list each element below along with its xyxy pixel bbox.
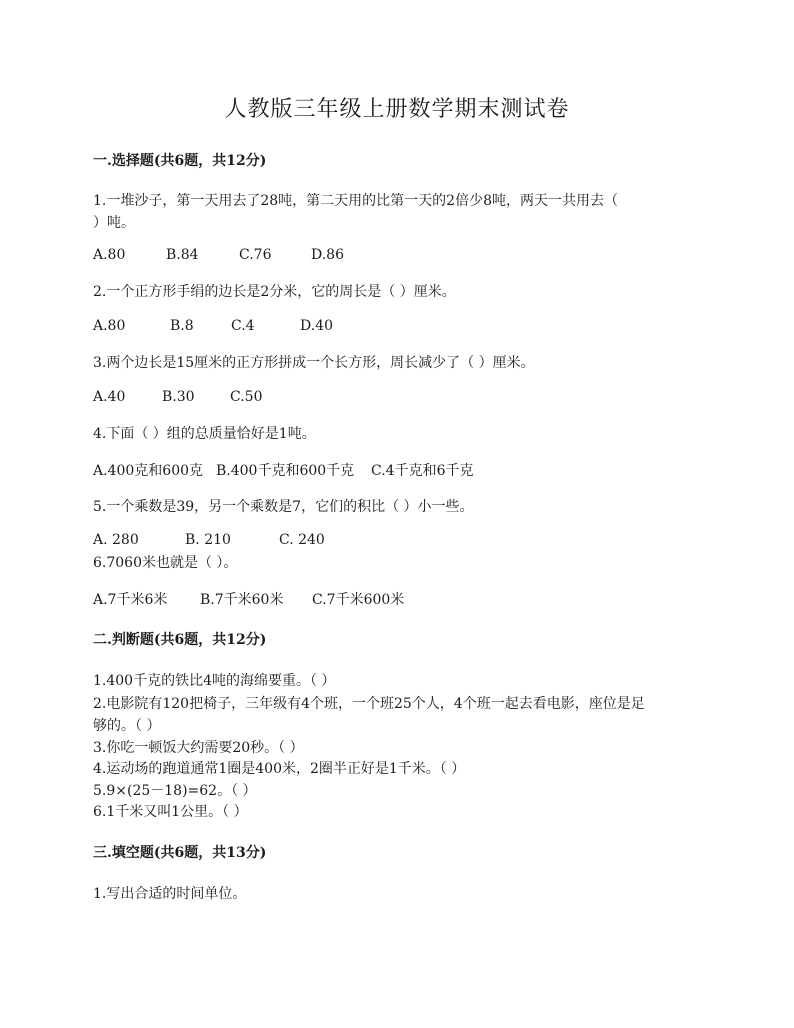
question-1-options [93,247,344,263]
question-1-line-2: ）吨。 [93,215,135,231]
option-a: A.7千米6米 [93,592,168,608]
option-c: C.4 [231,318,255,334]
question-4-options [93,460,473,480]
question-3-options [93,389,262,405]
option-a: A.400克和600克 [93,463,204,479]
judge-question-3: 3.你吃一顿饭大约需要20秒。（ ） [93,740,304,756]
option-c: C.76 [239,247,272,263]
question-4: 4.下面（ ）组的总质量恰好是1吨。 [93,426,316,442]
option-a: A.80 [93,247,126,263]
question-2-options [93,318,333,334]
fill-question-1: 1.写出合适的时间单位。 [93,886,247,902]
option-b: B.400千克和600千克 [216,463,355,479]
question-6: 6.7060米也就是（ ）。 [93,555,238,571]
question-2: 2.一个正方形手绢的边长是2分米，它的周长是（ ）厘米。 [93,284,456,300]
question-3: 3.两个边长是15厘米的正方形拼成一个长方形，周长减少了（ ）厘米。 [93,355,535,371]
option-b: B.7千米60米 [200,592,284,608]
question-5: 5.一个乘数是39，另一个乘数是7，它们的积比（ ）小一些。 [93,499,474,515]
judge-question-5: 5.9×(25－18)=62。（ ） [93,783,257,799]
option-b: B. 210 [185,532,231,548]
section-heading-judge: 二.判断题(共6题，共12分) [93,632,267,648]
option-c: C.7千米600米 [312,592,405,608]
option-a: A.80 [93,318,126,334]
section-heading-choice: 一.选择题(共6题，共12分) [93,153,267,169]
option-c: C.4千克和6千克 [371,463,474,479]
option-b: B.84 [166,247,199,263]
question-6-options [93,589,404,609]
option-c: C.50 [230,389,263,405]
judge-question-2-line-1: 2.电影院有120把椅子，三年级有4个班，一个班25个人，4个班一起去看电影，座位是足 [93,696,645,712]
option-b: B.8 [170,318,194,334]
question-1-line-1: 1.一堆沙子，第一天用去了28吨，第二天用的比第一天的2倍少8吨，两天一共用去（ [93,193,618,209]
option-b: B.30 [162,389,195,405]
option-c: C. 240 [279,532,325,548]
judge-question-4: 4.运动场的跑道通常1圈是400米，2圈半正好是1千米。（ ） [93,761,466,777]
judge-question-6: 6.1千米又叫1公里。（ ） [93,804,248,820]
section-heading-fill: 三.填空题(共6题，共13分) [93,845,267,861]
question-5-options [93,532,325,548]
judge-question-1: 1.400千克的铁比4吨的海绵要重。（ ） [93,673,336,689]
option-d: D.86 [311,247,344,263]
option-a: A. 280 [93,532,139,548]
judge-question-2-line-2: 够的。（ ） [93,718,161,734]
option-d: D.40 [300,318,333,334]
page-title: 人教版三年级上册数学期末测试卷 [224,97,570,122]
option-a: A.40 [93,389,126,405]
